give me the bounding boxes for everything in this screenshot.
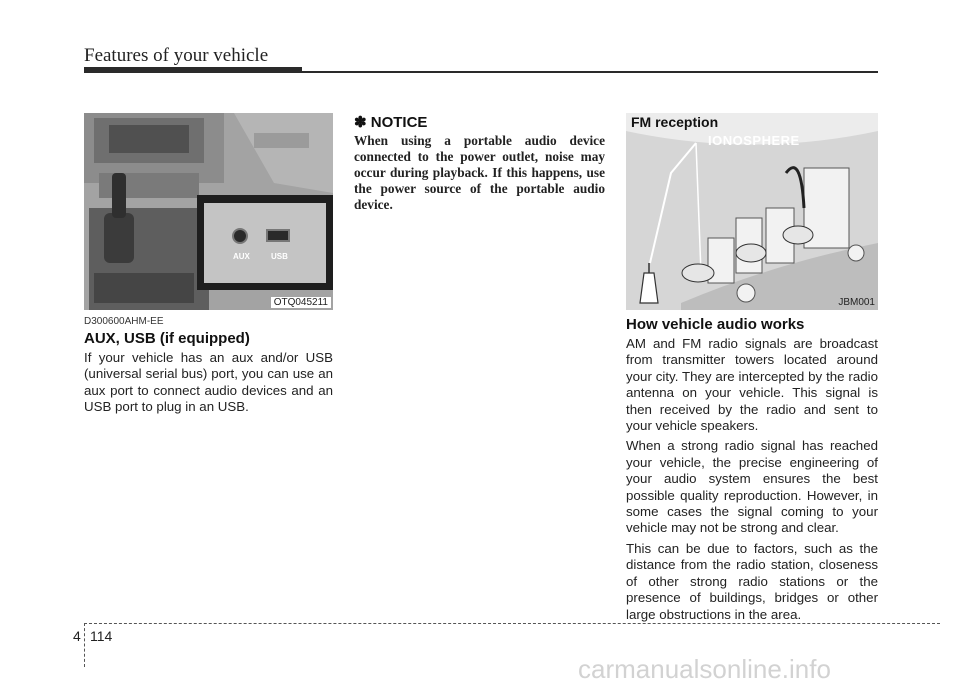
- aux-usb-paragraph: If your vehicle has an aux and/or USB (universal serial bus) port, you can use an aux port to connect audio devices and an USB port to plug in an USB.: [84, 350, 333, 415]
- header-rule: [84, 71, 878, 73]
- notice-paragraph: When using a portable audio device connected to the power outlet, noise may occur during playback. If this happens, use the power source of the portable audio device.: [354, 133, 605, 212]
- audio-paragraph-3: This can be due to factors, such as the distance from the radio station, closeness of other strong radio stations or the presence of buildings, bridges or other large obstructions in the area.: [626, 540, 878, 622]
- photo-code: OTQ045211: [271, 297, 331, 308]
- audio-works-body: [626, 336, 878, 627]
- aux-port-label: AUX: [233, 252, 250, 261]
- audio-paragraph-2: When a strong radio signal has reached your vehicle, the precise engineering of your audio system ensures the best possible quality reproduction. However, in some cases the signal coming to your vehicle may not be strong and clear.: [626, 438, 878, 536]
- diagram-code: JBM001: [838, 297, 875, 308]
- fm-reception-title: FM reception: [631, 114, 719, 130]
- audio-paragraph-1: AM and FM radio signals are broadcast from transmitter towers located around your city. They are intercepted by the radio antenna on your vehicle. This signal is then received by the radio and sent to your vehicle speakers.: [626, 336, 878, 434]
- page-number: 114: [90, 628, 113, 644]
- chapter-number: 4: [73, 628, 81, 644]
- section-code: D300600AHM-EE: [84, 316, 164, 327]
- footer-rule: [84, 623, 940, 624]
- watermark: carmanualsonline.info: [578, 654, 831, 684]
- fm-reception-diagram: [626, 113, 878, 310]
- console-illustration: [84, 113, 333, 310]
- ionosphere-label: IONOSPHERE: [708, 133, 800, 148]
- aux-usb-heading: AUX, USB (if equipped): [84, 330, 250, 347]
- notice-heading: ✽ NOTICE: [354, 114, 428, 131]
- footer-divider: [84, 623, 85, 667]
- console-photo: [84, 113, 333, 310]
- header-title: Features of your vehicle: [84, 45, 269, 66]
- usb-port-label: USB: [271, 252, 288, 261]
- audio-works-heading: How vehicle audio works: [626, 316, 805, 333]
